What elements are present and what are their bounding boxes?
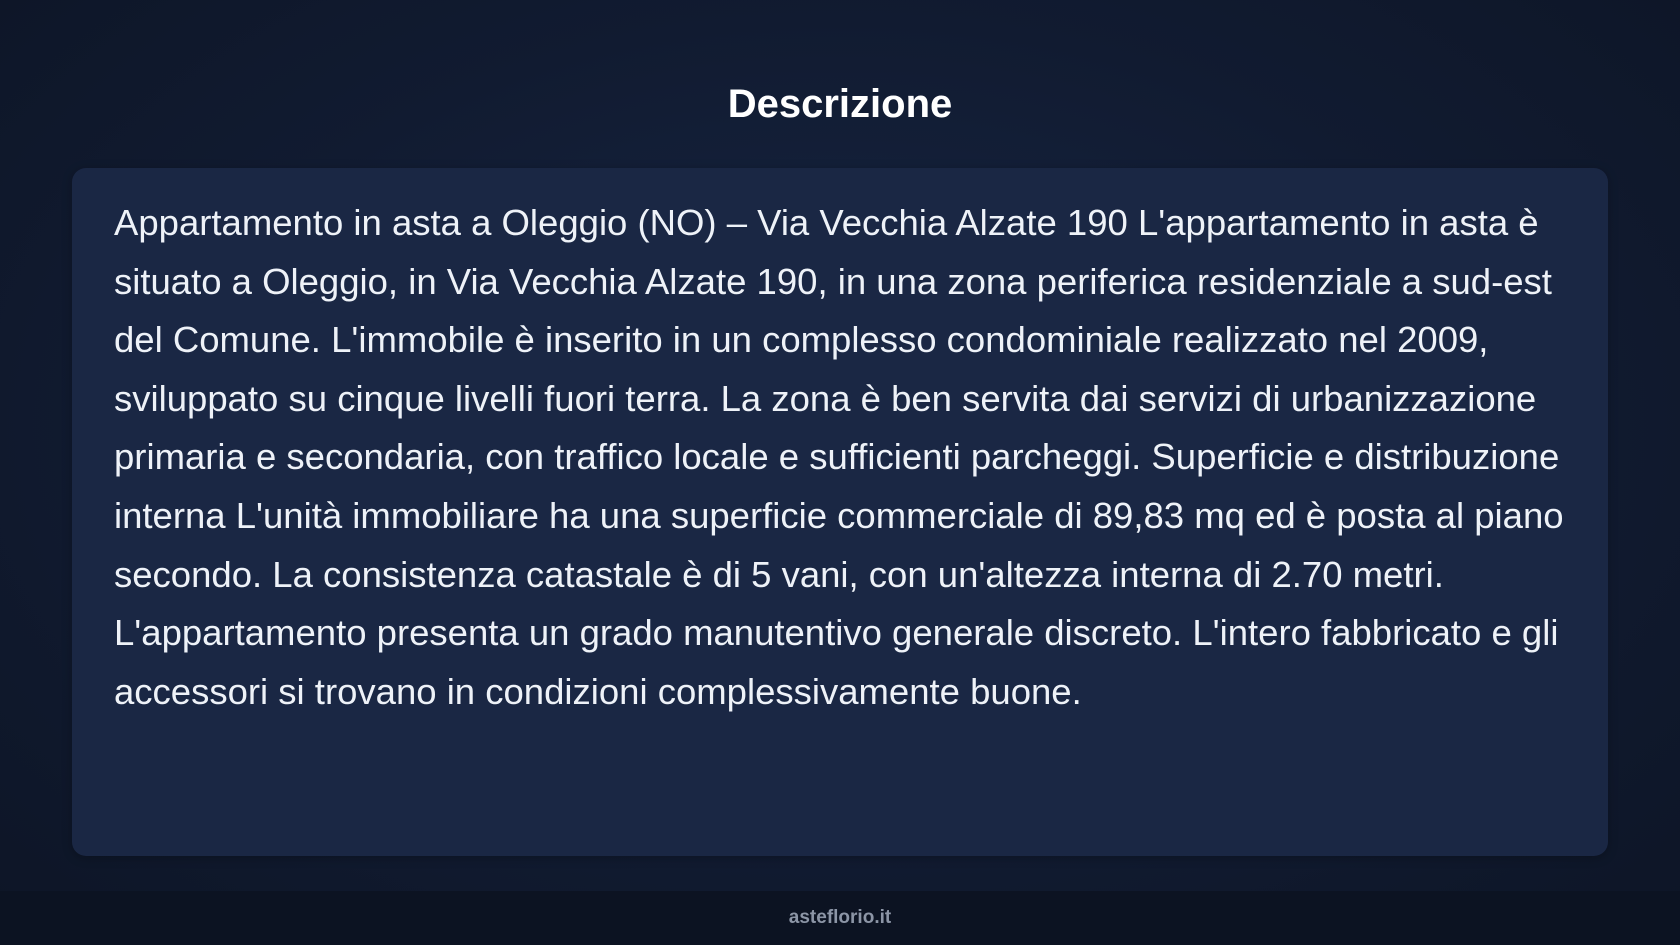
section-title: Descrizione — [727, 82, 953, 126]
footer-site-name: asteflorio.it — [788, 907, 892, 928]
footer-bar — [0, 891, 1680, 945]
description-card — [72, 168, 1608, 856]
description-text: Appartamento in asta a Oleggio (NO) – Via Vecchia Alzate 190 L'appartamento in asta è situato a Oleggio, in Via Vecchia Alzate 190, in una zona periferica residenziale a sud-est del Comune. L'immobile è inserito in un complesso condominiale realizzato nel 2009, sviluppato su cinque livelli fuori terra. La zona è ben servita dai servizi di urbanizzazione primaria e secondaria, con traffico locale e sufficienti parcheggi. Superficie e distribuzione interna L'unità immobiliare ha una superficie commerciale di 89,83 mq ed è posta al piano secondo. La consistenza catastale è di 5 vani, con un'altezza interna di 2.70 metri. L'appartamento presenta un grado manutentivo generale discreto. L'intero fabbricato e gli accessori si trovano in condizioni complessivamente buone. — [114, 202, 1564, 712]
